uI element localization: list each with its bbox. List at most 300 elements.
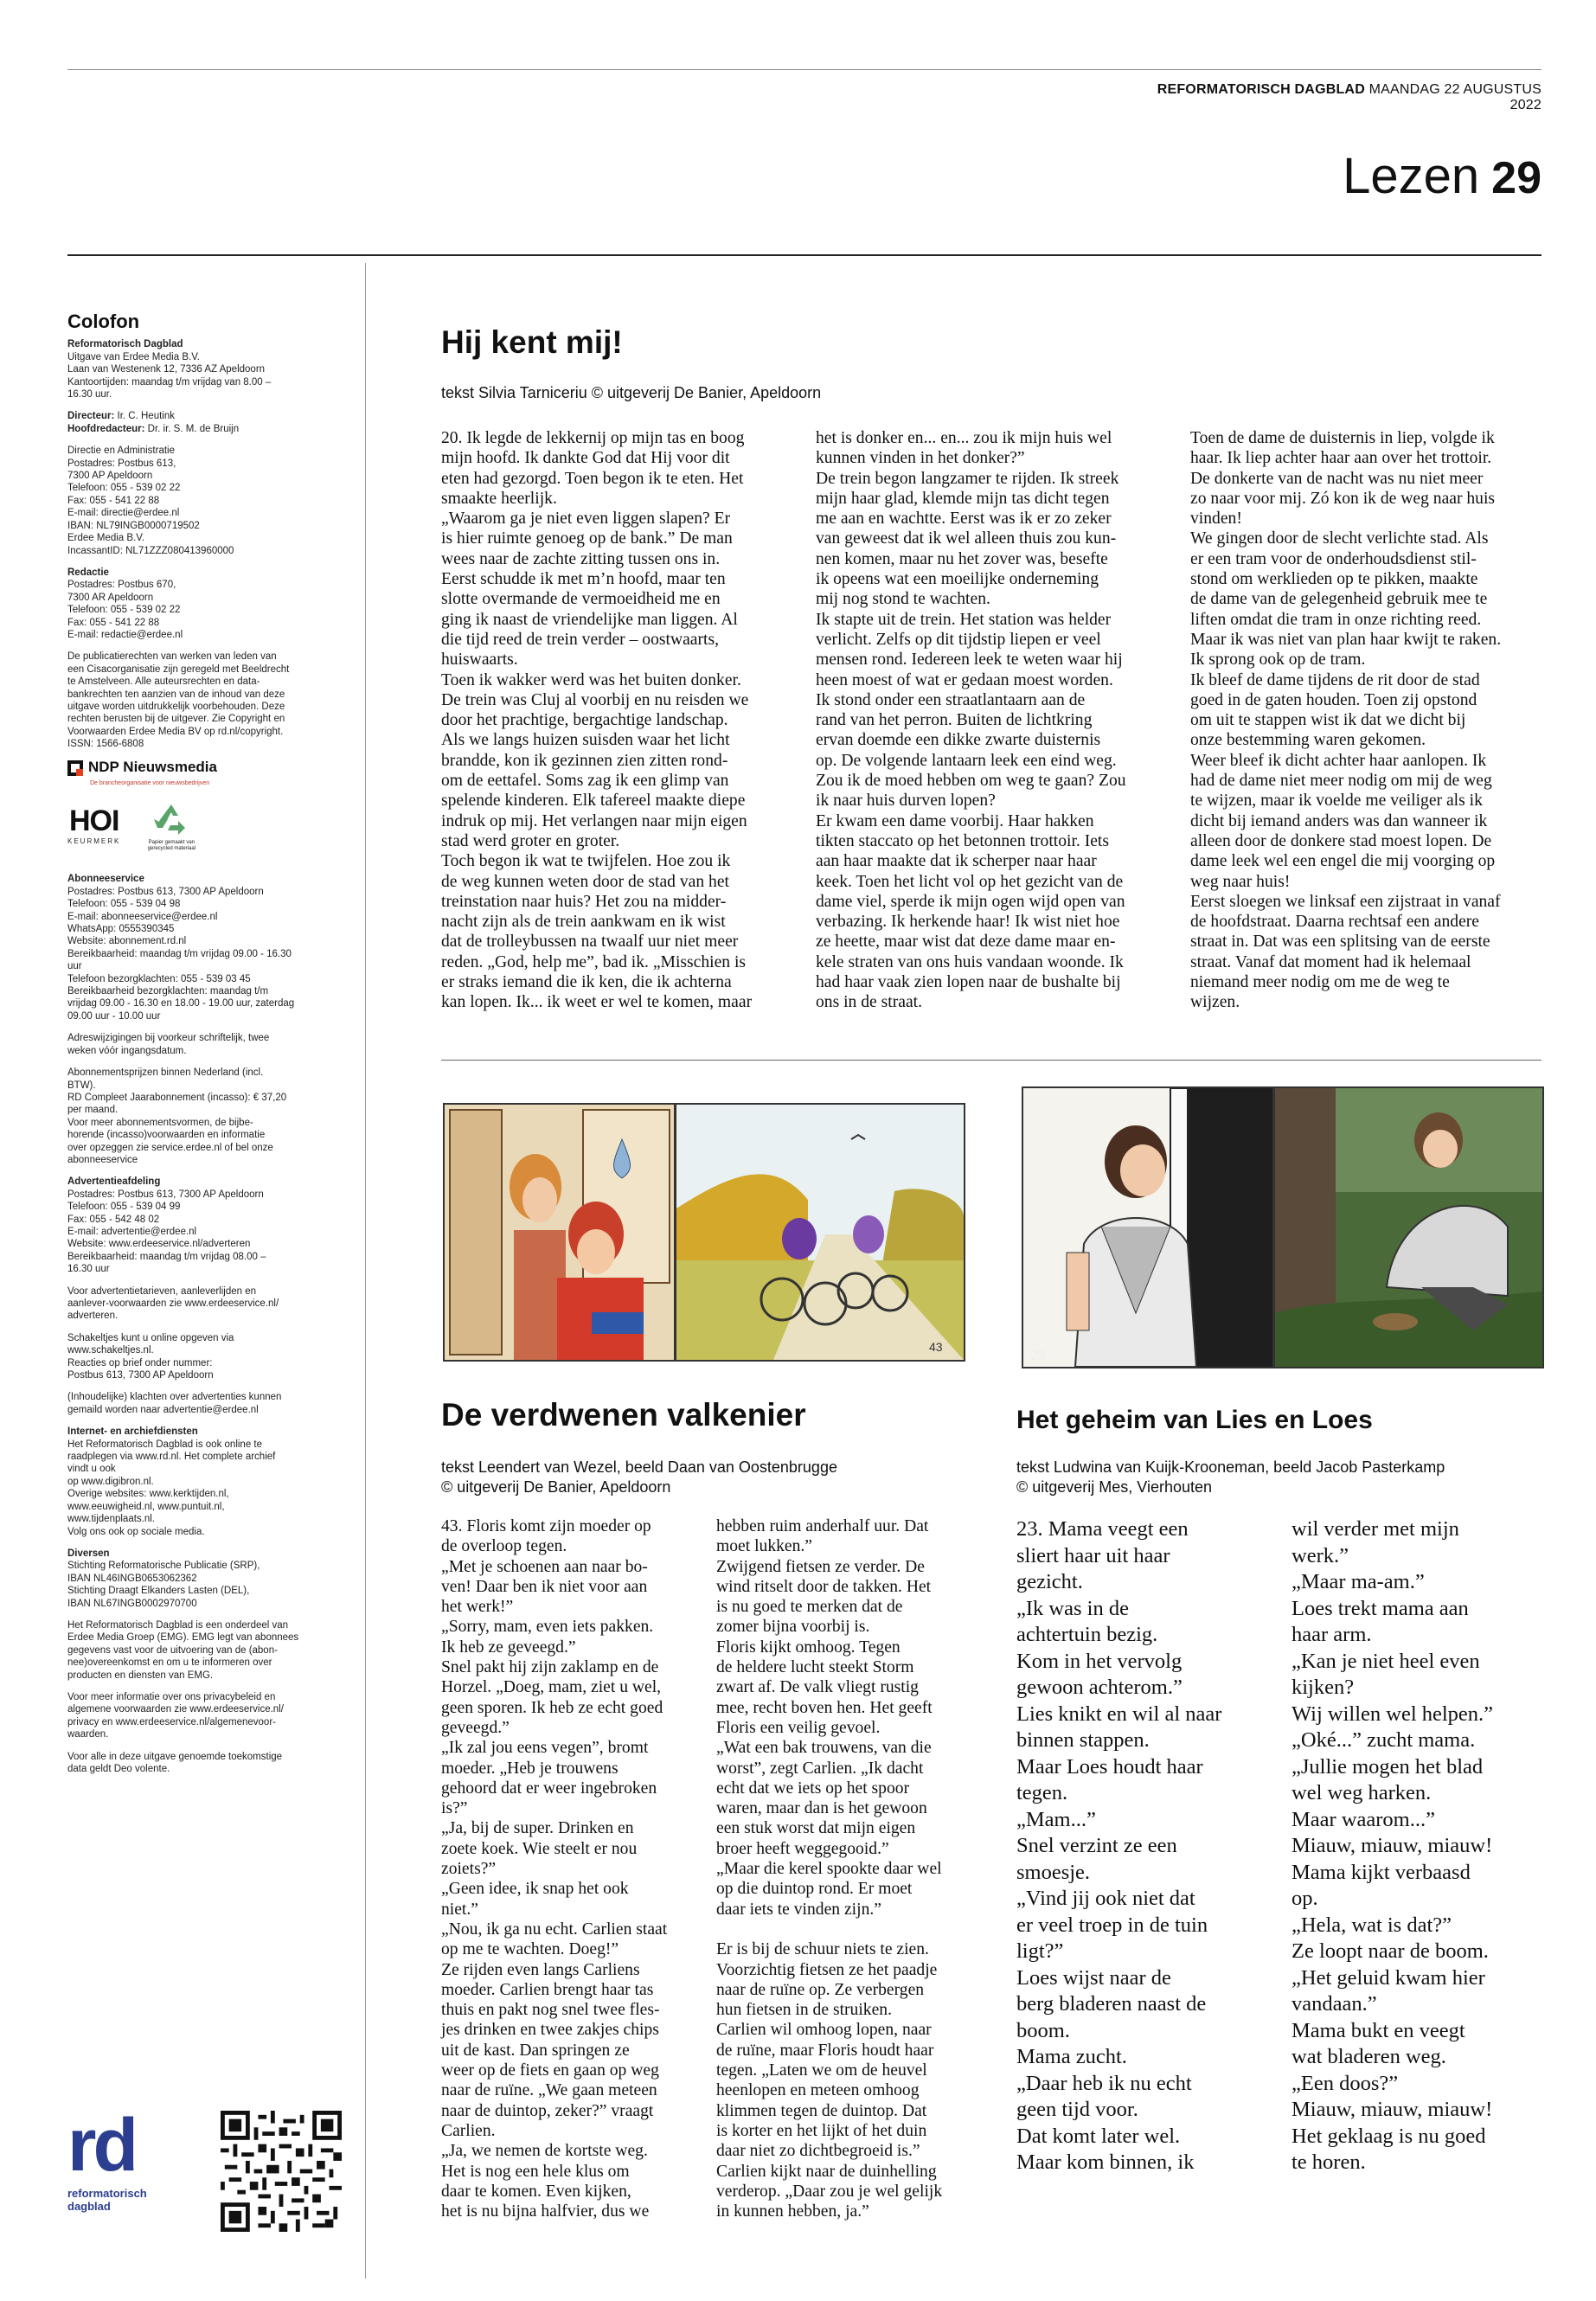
text-line: niemand meer nodig om me de weg te (1190, 973, 1450, 992)
text-line: Horzel. „Doeg, mam, ziet u wel, (441, 1678, 662, 1697)
text-line: te wijzen, maar ik voelde me veiliger als ik (1190, 792, 1483, 811)
text-line: er straks iemand die ik ken, die ik achterna (441, 973, 732, 992)
text-line: 20. Ik legde de lekkernij op mijn tas en boog (441, 429, 745, 447)
text-line: Fax: 055 - 542 48 02 (67, 1214, 160, 1225)
rd-logo-sub2: dagblad (67, 2200, 111, 2213)
text-line: moeder. „Heb je trouwens (441, 1759, 619, 1778)
text-line: tikten staccato op het betonnen trottoir. Iets (816, 831, 1109, 850)
text-line: Kom in het vervolg (1016, 1649, 1183, 1673)
text-line: straat. Vanaf dat moment had ik helemaal (1190, 952, 1471, 971)
text-line: 23. Mama veegt een (1016, 1517, 1189, 1541)
text-line: is hier ruimte genoeg op de bank.” De man (441, 529, 733, 548)
colofon-emg (67, 1619, 344, 1682)
text-line: Ik bleef de dame tijdens de rit door de stad (1190, 670, 1480, 689)
text-line: Directie en Administratie (67, 445, 175, 457)
text-line: mijn hoofd. Ik dankte God dat Hij voor dit (441, 449, 730, 468)
text-line: gehoord dat er weer ingebroken (441, 1779, 657, 1798)
story2-col2-part2 (716, 1939, 976, 2221)
ndp-name: NDP Nieuwsmedia (88, 759, 217, 776)
story3-col1 (1016, 1516, 1276, 2176)
colofon-abonnee (67, 873, 344, 1022)
text-line: ons in de straat. (816, 993, 922, 1012)
rd-logo-mark: rd (67, 2104, 135, 2187)
text-line: verderop. „Daar zou je wel gelijk (716, 2182, 943, 2201)
story2-credit-line1: tekst Leendert van Wezel, beeld Daan van Oostenbrugge (441, 1458, 837, 1476)
text-line: er veel troep in de tuin (1016, 1913, 1208, 1937)
text-line: IncassantID: NL71ZZZ080413960000 (67, 545, 234, 556)
text-line: mee, recht boven hen. Het geeft (716, 1698, 933, 1717)
text-line: dicht bij iemand anders was dan wanneer ik (1190, 811, 1488, 830)
text-line: Website: abonnement.rd.nl (67, 936, 187, 947)
text-line: wil verder met mijn (1292, 1517, 1459, 1541)
text-line: raadplegen via www.rd.nl. Het complete archief (67, 1452, 276, 1463)
text-line: Erdee Media B.V. (67, 533, 145, 544)
text-line: gemaild worden naar advertentie@erdee.nl (67, 1404, 259, 1415)
text-line: dat de trolleybussen na twaalf uur niet meer (441, 933, 739, 952)
text-line: Toch begon ik wat te twijfelen. Hoe zou ik (441, 852, 731, 871)
text-line: indruk op mij. Het verlangen naar mijn eigen (441, 811, 747, 830)
text-line: Ze loopt naar de boom. (1292, 1939, 1489, 1963)
text-line: op die duintop rond. Er moet (716, 1880, 913, 1899)
text-line: tegen. „Laten we om de heuvel (716, 2061, 927, 2080)
text-line: IBAN NL46INGB0653062362 (67, 1573, 197, 1584)
text-line: Erdee Media Groep (EMG). EMG legt van abonnees (67, 1632, 299, 1644)
text-line: (Inhoudelijke) klachten over advertenties kunnen (67, 1392, 282, 1403)
header-rule (67, 254, 1542, 256)
hoi-keurmerk-logo (67, 806, 120, 848)
text-line: Maar ik was niet van plan haar kwijt te raken. (1190, 630, 1502, 649)
text-line: uit de kast. Dan springen ze (441, 2041, 630, 2060)
text-line: is?” (441, 1799, 468, 1818)
text-line: De trein begon langzamer te rijden. Ik streek (816, 469, 1119, 488)
text-line: Voor advertentietarieven, aanleverlijden en (67, 1285, 257, 1297)
advertentie-lines (67, 1189, 344, 1276)
text-line: van geweest dat ik wel alleen thuis zou kun- (816, 529, 1117, 548)
text-line: Bereikbaarheid bezorgklachten: maandag t/m (67, 986, 269, 997)
section-header (1272, 147, 1542, 205)
recycle-logo (141, 802, 202, 852)
text-line: vandaan.” (1292, 1992, 1377, 2016)
publisher-name: Reformatorisch Dagblad (67, 339, 183, 350)
text-line: weken vóór ingangsdatum. (67, 1045, 187, 1056)
text-line: hun fietsen in de struiken. (716, 2001, 892, 2020)
text-line: stond om werklieden op te pikken, maakte (1190, 570, 1478, 589)
text-line: Stichting Draagt Elkanders Lasten (DEL), (67, 1586, 250, 1597)
text-line: bankrechten ten aanzien van de inhoud van deze (67, 689, 285, 700)
qr-code[interactable] (221, 2111, 342, 2232)
colofon-line: Laan van Westenenk 12, 7336 AZ Apeldoorn (67, 364, 266, 375)
story2-col1 (441, 1516, 701, 2221)
issue-date: MAANDAG 22 AUGUSTUS 2022 (1364, 82, 1542, 112)
story3-credit (1016, 1458, 1445, 1497)
lies-loes-illustration (1022, 1086, 1544, 1368)
text-line: De donkerte van de nacht was nu niet meer (1190, 469, 1484, 488)
text-line: Adreswijzigingen bij voorkeur schriftelijk, twee (67, 1033, 270, 1044)
text-line: Lies knikt en wil al naar (1016, 1702, 1222, 1726)
text-line: in kunnen hebben, ja.” (716, 2202, 869, 2221)
text-line: door het prachtige, bergachtige landschap. (441, 711, 728, 730)
valkenier-drawing (445, 1105, 964, 1360)
text-line: Mama bukt en veegt (1292, 2018, 1465, 2042)
text-line: klimmen tegen de duintop. Dat (716, 2101, 927, 2120)
text-line: slotte overmande de vermoeidheid me en (441, 590, 721, 609)
text-line: adverteren. (67, 1311, 119, 1322)
text-line: Telefoon: 055 - 539 02 22 (67, 605, 181, 616)
text-line: spelende kinderen. Elk tafereel maakte diepe (441, 792, 746, 811)
text-line: Mama kijkt verbaasd (1292, 1860, 1471, 1884)
text-line: op. (1292, 1887, 1318, 1910)
text-line: het is nu bijna halfvier, dus we (441, 2202, 650, 2221)
text-line: om uit te stappen wist ik dat we dicht bij (1190, 711, 1466, 730)
text-line: vindt u ook (67, 1464, 116, 1475)
text-line: Bereikbaarheid: maandag t/m vrijdag 08.00 – (67, 1251, 266, 1262)
text-line: Snel verzint ze een (1016, 1834, 1177, 1857)
text-line: zwart af. De valk vliegt rustig (716, 1678, 919, 1697)
ndp-tagline: De brancheorganisatie voor nieuwsbedrijven (90, 779, 210, 786)
text-line: had haar vaak zien lopen naar de bushalte bij (816, 973, 1121, 992)
text-line: producten en diensten van EMG. (67, 1670, 214, 1681)
text-line: smoesje. (1016, 1860, 1091, 1884)
text-line: onze bestemming waren gekomen. (1190, 731, 1426, 750)
text-line: Miauw, miauw, miauw! (1292, 2098, 1493, 2121)
text-line: goed in de gaten houden. Toen zij opstond (1190, 690, 1477, 709)
story3-col2 (1292, 1516, 1542, 2176)
colofon-internet (67, 1426, 344, 1538)
text-line: werk.” (1292, 1543, 1349, 1567)
text-line: naar de duintop, zeker?” vraagt (441, 2101, 654, 2120)
text-line: „Vind jij ook niet dat (1016, 1887, 1195, 1910)
text-line: Postbus 613, 7300 AP Apeldoorn (67, 1370, 214, 1381)
text-line: Loes trekt mama aan (1292, 1596, 1469, 1620)
text-line: verbazing. Ik herkende haar! Ik wist niet hoe (816, 913, 1120, 932)
text-line: over opzeggen zie service.erdee.nl of bel onze (67, 1142, 273, 1153)
text-line: nee)overeenkomst en om u te informeren over (67, 1657, 272, 1669)
text-line: Postadres: Postbus 613, 7300 AP Apeldoorn (67, 886, 264, 897)
hoofdredacteur-label: Hoofdredacteur: (67, 423, 145, 434)
text-line: had de dame niet meer nodig om mij de weg (1190, 772, 1492, 791)
text-line: „Kan je niet heel even (1292, 1649, 1480, 1673)
text-line: „Daar heb ik nu echt (1016, 2071, 1192, 2095)
text-line: Voor alle in deze uitgave genoemde toekomstige (67, 1751, 283, 1762)
text-line: Carlien kijkt naar de duinhelling (716, 2162, 937, 2181)
text-line: wel weg harken. (1292, 1781, 1432, 1804)
colofon-deo (67, 1751, 344, 1776)
text-line: wees naar de zachte zitting tussen ons in. (441, 549, 721, 568)
text-line: uitgave worden uitdrukkelijk voorbehouden. Deze (67, 701, 285, 712)
text-line: De publicatierechten van werken van leden van (67, 651, 277, 663)
text-line: brandde, kon ik gezinnen zien zitten rond- (441, 751, 728, 770)
text-line: „Ik was in de (1016, 1596, 1129, 1620)
text-line: Miauw, miauw, miauw! (1292, 1834, 1493, 1857)
story3-credit-line1: tekst Ludwina van Kuijk-Krooneman, beeld Jacob Pasterkamp (1016, 1458, 1445, 1476)
recycle-icon (152, 802, 190, 836)
text-line: de weg kunnen weten door de stad van het (441, 872, 729, 891)
text-line: liften omdat die tram in onze richting reed. (1190, 610, 1482, 629)
text-line: Er is bij de schuur niets te zien. (716, 1940, 929, 1959)
story1-col2 (816, 428, 1162, 1013)
text-line: op www.digibron.nl. (67, 1476, 154, 1487)
text-line: „Ja, we nemen de kortste weg. (441, 2142, 648, 2161)
text-line: „Het geluid kwam hier (1292, 1965, 1485, 1990)
text-line: Postadres: Postbus 613, (67, 458, 176, 469)
text-line: Voor meer informatie over ons privacybeleid en (67, 1691, 276, 1702)
story2-col2 (716, 1516, 976, 2221)
text-line: te horen. (1292, 2150, 1366, 2174)
text-line: „Maar die kerel spookte daar wel (716, 1860, 942, 1879)
text-line: Ze rijden even langs Carliens (441, 1960, 640, 1979)
directeur-label: Directeur: (67, 411, 115, 422)
text-line: Wij willen wel helpen.” (1292, 1702, 1494, 1726)
text-line: kijken? (1292, 1676, 1355, 1699)
paper-name: REFORMATORISCH DAGBLAD (1157, 82, 1365, 97)
internet-title: Internet- en archiefdiensten (67, 1426, 198, 1438)
abonnee-title: Abonneeservice (67, 874, 144, 885)
text-line: uur (67, 961, 82, 972)
colofon-publisher (67, 338, 344, 401)
recycle-text: Papier gemaakt van gerecycled materiaal (147, 840, 196, 852)
text-line: Het is nog een hele klus om (441, 2162, 630, 2181)
text-line: Telefoon: 055 - 539 04 98 (67, 899, 181, 910)
text-line: Telefoon bezorgklachten: 055 - 539 03 45 (67, 973, 251, 984)
text-line: een stuk worst dat mijn eigen (716, 1819, 916, 1838)
text-line: vrijdag 09.00 - 16.30 en 18.00 - 19.00 uur, zaterdag (67, 998, 295, 1009)
text-line: keek. Toen het licht vol op het gezicht van de (816, 872, 1124, 891)
text-line: dame leek wel een engel die mij voorging op (1190, 852, 1496, 871)
text-line: waarden. (67, 1729, 109, 1740)
story1-col3 (1190, 428, 1542, 1013)
text-line: een Cisacorganisatie zijn geregeld met Beeldrecht (67, 663, 290, 675)
text-line: Zwijgend fietsen ze verder. De (716, 1557, 926, 1576)
text-line: „Maar ma-am.” (1292, 1570, 1425, 1593)
text-line: reden. „God, help me”, bad ik. „Misschien is (441, 952, 747, 971)
text-line: WhatsApp: 0555390345 (67, 924, 175, 935)
colofon-rechten (67, 651, 344, 750)
text-line: mensen rond. Iedereen leek te weten waar hij (816, 651, 1123, 670)
ndp-square-icon (67, 760, 83, 776)
hoi-sub: KEURMERK (67, 837, 121, 845)
colofon-redactie (67, 567, 344, 641)
text-line: per maand. (67, 1105, 119, 1116)
internet-lines (67, 1439, 344, 1538)
text-line: aanlever-voorwaarden zie www.erdeeservice.nl/ (67, 1298, 279, 1309)
text-line: www.schakeltjes.nl. (67, 1345, 154, 1356)
story3-title: Het geheim van Lies en Loes (1016, 1406, 1373, 1434)
text-line: Floris kijkt omhoog. Tegen (716, 1638, 901, 1657)
text-line: ik naar huis durven lopen? (816, 792, 996, 811)
abonnee-lines (67, 886, 344, 1022)
text-line: horende (incasso)voorwaarden en informatie (67, 1130, 266, 1141)
colofon (67, 311, 344, 1785)
diversen-lines (67, 1560, 344, 1610)
text-line: zoete koek. Wie steelt er nou (441, 1839, 638, 1858)
text-line: boom. (1016, 2018, 1070, 2042)
colofon-privacy (67, 1691, 344, 1741)
text-line: Het Reformatorisch Dagblad is ook online te (67, 1439, 263, 1450)
text-line: dame viel, sperde ik mijn ogen wijd open van (816, 892, 1125, 911)
text-line: Ik heb ze geveegd.” (441, 1638, 576, 1657)
text-line: Overige websites: www.kerktijden.nl, (67, 1489, 229, 1500)
page-number: 29 (1491, 153, 1542, 203)
story2-col2-part1 (716, 1516, 976, 1920)
text-line: kele straten van ons huis vandaan woonde. Ik (816, 952, 1124, 971)
text-line: Er kwam een dame voorbij. Haar hakken (816, 811, 1094, 830)
story1-title: Hij kent mij! (441, 324, 623, 360)
text-line: echt dat we iets op het spoor (716, 1779, 910, 1798)
story-divider (441, 1060, 1542, 1061)
lies-loes-panel-number: 23 (1030, 1349, 1046, 1363)
text-line: Toen ik wakker werd was het buiten donker. (441, 670, 741, 689)
story2-credit (441, 1458, 837, 1497)
text-line: mij nog stond te wachten. (816, 590, 990, 609)
text-line: „Sorry, mam, even iets pakken. (441, 1618, 654, 1637)
text-line: thuis en pakt nog snel twee fles- (441, 2001, 660, 2020)
text-line: Als we langs huizen suisden waar het licht (441, 731, 730, 750)
text-line: er een tram voor de onderhoudsdienst stil- (1190, 549, 1477, 568)
colofon-schakeltjes (67, 1332, 344, 1382)
text-line: ze heette, maar wist dat deze dame maar en- (816, 933, 1116, 952)
text-line: Maar kom binnen, ik (1016, 2150, 1195, 2174)
text-line: zo naar voor mij. Zó kon ik de weg naar huis (1190, 489, 1496, 508)
diversen-title: Diversen (67, 1548, 110, 1559)
text-line: E-mail: redactie@erdee.nl (67, 629, 183, 640)
text-line: Telefoon: 055 - 539 02 22 (67, 483, 181, 494)
story2-title: De verdwenen valkenier (441, 1397, 806, 1433)
text-line: algemene voorwaarden zie www.erdeeservice.nl/ (67, 1704, 284, 1715)
text-line: haar. Ik liep achter haar aan over het trottoir. (1190, 449, 1492, 468)
text-line: IBAN: NL79INGB0000719502 (67, 520, 200, 531)
colofon-line: Uitgave van Erdee Media B.V. (67, 351, 200, 362)
story2-credit-line2: © uitgeverij De Banier, Apeldoorn (441, 1478, 671, 1496)
text-line: niet.” (441, 1900, 478, 1919)
text-line: berg bladeren naast de (1016, 1992, 1207, 2016)
text-line: „Jullie mogen het blad (1292, 1754, 1484, 1779)
text-line: ervan doemde een dikke zwarte duisternis (816, 731, 1101, 750)
section-name: Lezen (1343, 148, 1480, 204)
colofon-line: 16.30 uur. (67, 389, 112, 401)
text-line: Stichting Reformatorische Publicatie (SRP), (67, 1561, 260, 1572)
text-line: alleen door de donkere stad moest lopen. De (1190, 831, 1492, 850)
lies-loes-drawing (1023, 1088, 1542, 1367)
text-line: Postadres: Postbus 670, (67, 580, 176, 591)
story1-col1 (441, 428, 787, 1013)
text-line: 09.00 uur - 10.00 uur (67, 1010, 161, 1022)
text-line: Ik sprong ook op de tram. (1190, 651, 1366, 670)
text-line: We gingen door de slecht verlichte stad. Als (1190, 529, 1489, 548)
text-line: nacht zijn als de trein aankwam en ik wist (441, 913, 726, 932)
text-line: E-mail: abonneeservice@erdee.nl (67, 911, 218, 922)
text-line: de heldere lucht steekt Storm (716, 1658, 914, 1677)
text-line: daar te komen. Even kijken, (441, 2182, 631, 2201)
text-line: RD Compleet Jaarabonnement (incasso): € 37,20 (67, 1092, 287, 1103)
text-line: op. De volgende lantaarn leek een eind weg. (816, 751, 1117, 770)
text-line: ligt?” (1016, 1939, 1064, 1963)
text-line: moeder. Carlien brengt haar tas (441, 1980, 654, 1999)
colofon-advertentie (67, 1176, 344, 1275)
text-line: achtertuin bezig. (1016, 1623, 1158, 1646)
redactie-lines (67, 579, 344, 641)
colofon-divider (365, 263, 366, 2279)
text-line: Het geklaag is nu goed (1292, 2124, 1486, 2148)
text-line: ISSN: 1566-6808 (67, 739, 144, 750)
text-line: weer op de fiets en gaan op weg (441, 2061, 659, 2080)
text-line: is korter en het lijkt of het duin (716, 2121, 927, 2140)
text-line: rand van het perron. Buiten de lichtkring (816, 711, 1093, 730)
text-line: „Een doos?” (1292, 2071, 1399, 2095)
story3-credit-line2: © uitgeverij Mes, Vierhouten (1016, 1478, 1213, 1496)
text-line: daar niet zo dichtbegroeid is.” (716, 2142, 920, 2161)
text-line: 16.30 uur (67, 1264, 110, 1275)
text-line: gezicht. (1016, 1570, 1083, 1593)
text-line: geen sporen. Ik heb ze echt goed (441, 1698, 663, 1717)
text-line: Voorzichtig fietsen ze het paadje (716, 1960, 938, 1979)
text-line: me aan en wachtte. Eerst was ik er zo zeker (816, 510, 1112, 529)
text-line: Ik stapte uit de trein. Het station was helder (816, 610, 1112, 629)
text-line: geveegd.” (441, 1718, 510, 1737)
text-line: de hoofdstraat. Daarna rechtsaf een andere (1190, 913, 1479, 932)
colofon-title: Colofon (67, 311, 140, 332)
text-line: aan haar maakte dat ik scherper naar haar (816, 852, 1097, 871)
text-line: moet lukken.” (716, 1537, 812, 1556)
text-line: die tijd reed de trein verder – oostwaarts, (441, 630, 720, 649)
text-line: daar iets te vinden zijn.” (716, 1900, 881, 1919)
text-line: Weer bleef ik dicht achter haar aanlopen. Ik (1190, 751, 1487, 770)
text-line: Snel pakt hij zijn zaklamp en de (441, 1658, 659, 1677)
text-line: De trein was Cluj al voorbij en nu reisden we (441, 690, 749, 709)
text-line: ven! Daar ben ik niet voor aan (441, 1577, 648, 1596)
text-line: „Waarom ga je niet even liggen slapen? Er (441, 510, 731, 529)
text-line: ging ik naast de vriendelijke man liggen. Al (441, 610, 738, 629)
text-line: heen moest of wat er gedaan moest worden. (816, 670, 1113, 689)
text-line: gewoon achterom.” (1016, 1676, 1183, 1699)
text-line: data geldt Deo volente. (67, 1764, 170, 1774)
text-line: E-mail: advertentie@erdee.nl (67, 1226, 197, 1237)
text-line: om de eettafel. Soms zag ik een glimp van (441, 772, 729, 791)
text-line: „Geen idee, ik snap het ook (441, 1880, 629, 1899)
text-line: „Ik zal jou eens vegen”, bromt (441, 1739, 649, 1758)
text-line: „Mam...” (1016, 1807, 1096, 1831)
text-line: Fax: 055 - 541 22 88 (67, 617, 160, 628)
text-line: „Oké...” zucht mama. (1292, 1728, 1476, 1752)
text-line: zoiets?” (441, 1860, 497, 1879)
text-line: straat in. Dat was een splitsing van de eerste (1190, 933, 1490, 952)
text-line: treinstation naar huis? Het zou na midder- (441, 892, 727, 911)
text-line: sliert haar uit haar (1016, 1543, 1170, 1567)
text-line: Postadres: Postbus 613, 7300 AP Apeldoorn (67, 1189, 264, 1200)
redactie-title: Redactie (67, 567, 109, 578)
colofon-klachten (67, 1391, 344, 1416)
story1-credit: tekst Silvia Tarniceriu © uitgeverij De Banier, Apeldoorn (441, 384, 822, 401)
text-line: „Wat een bak trouwens, van die (716, 1739, 932, 1758)
colofon-directie (67, 445, 344, 557)
text-line: „Met je schoenen aan naar bo- (441, 1557, 648, 1576)
text-line: huiswaarts. (441, 651, 518, 670)
text-line: de ruïne, maar Floris houdt haar (716, 2041, 934, 2060)
text-line: „Hela, wat is dat?” (1292, 1913, 1452, 1937)
text-line: mijn haar glad, klemde mijn tas dicht tegen (816, 489, 1110, 508)
text-line: jes drinken en twee zakjes chips (441, 2021, 659, 2040)
text-line: broer heeft weggegooid.” (716, 1839, 889, 1858)
text-line: Ik stond onder een straatlantaarn aan de (816, 690, 1086, 709)
directeur: Ir. C. Heutink (114, 411, 175, 422)
text-line: Loes wijst naar de (1016, 1965, 1171, 1990)
text-line: 43. Floris komt zijn moeder op (441, 1517, 651, 1535)
text-line: verlicht. Zelfs op dit tijdstip liepen er veel (816, 630, 1101, 649)
colofon-adres (67, 1032, 344, 1057)
text-line: Bereikbaarheid: maandag t/m vrijdag 09.00 - 16.30 (67, 948, 292, 959)
text-line: heenlopen en meteen omhoog (716, 2081, 920, 2100)
text-line: is nu goed te merken dat de (716, 1598, 903, 1617)
hoi-mark: HOI (68, 804, 119, 837)
